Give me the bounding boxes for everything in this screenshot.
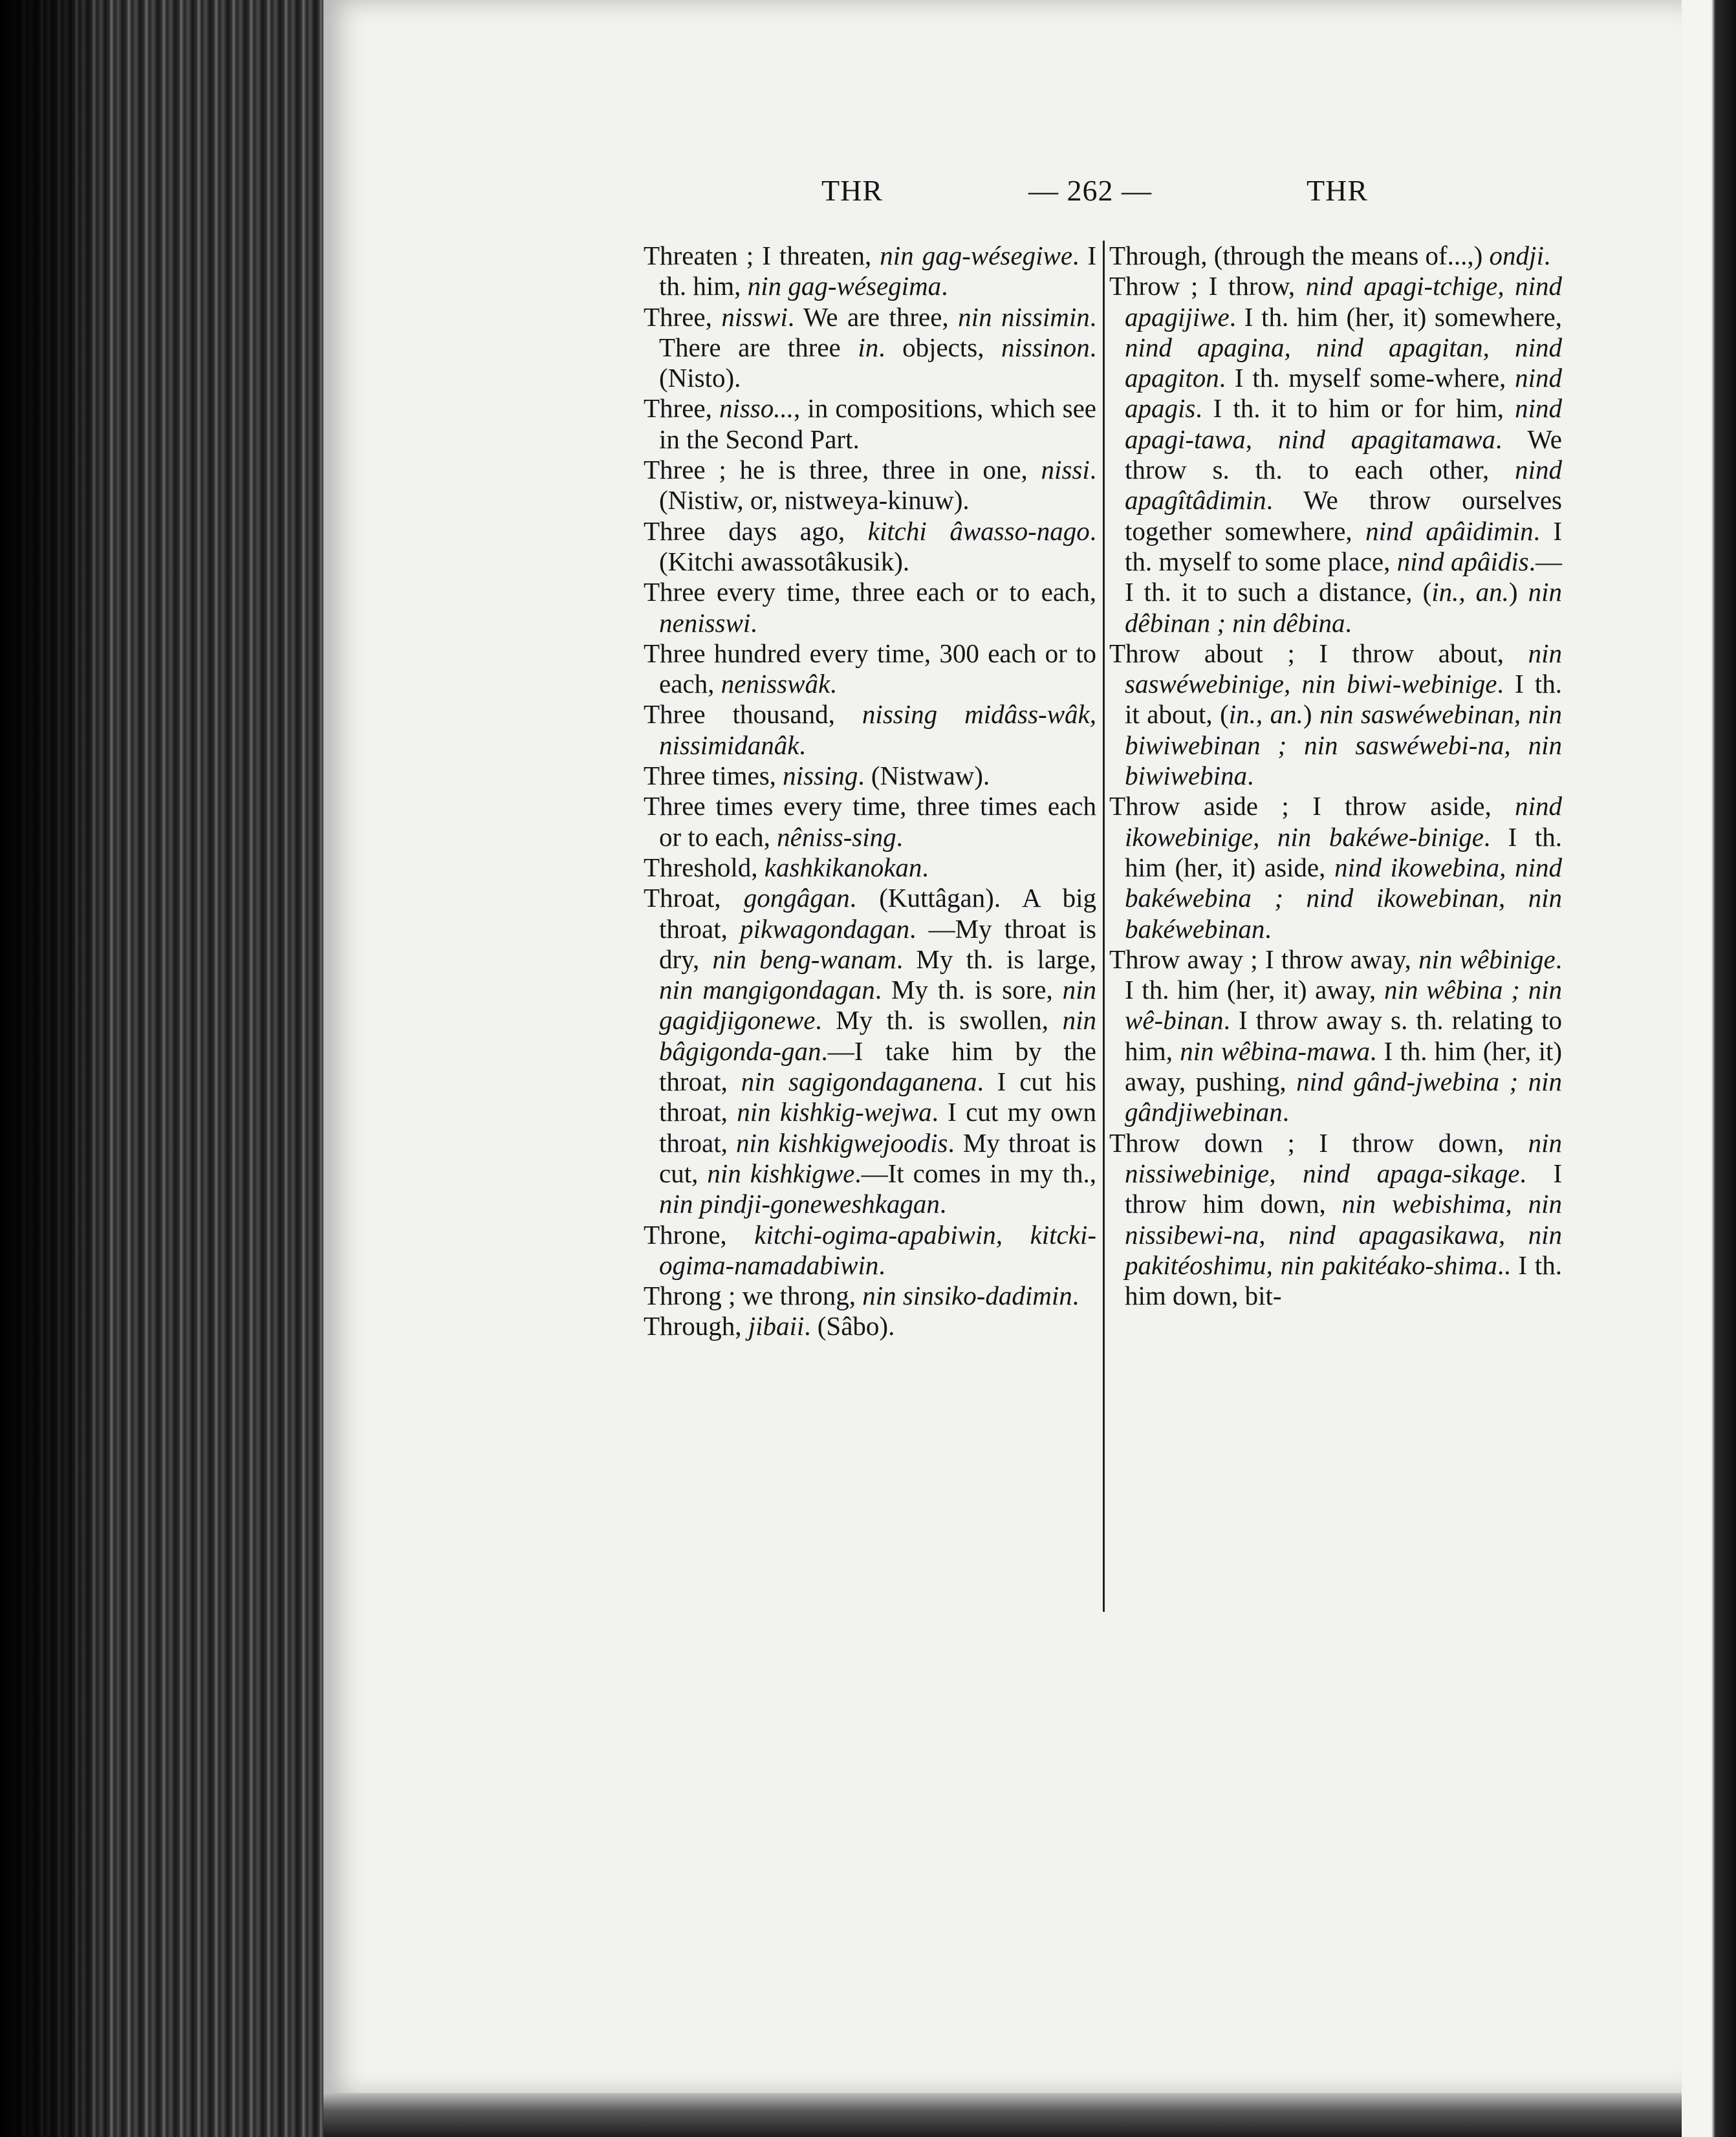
entry-text: Three, bbox=[644, 393, 719, 424]
ojibwe-term: ondji bbox=[1489, 241, 1544, 270]
ojibwe-term: nind apagina, nind apagitan, nind apagiton bbox=[1125, 332, 1562, 393]
column-divider bbox=[1103, 241, 1105, 1612]
ojibwe-term: nind apagi-tchige, nind apagijiwe bbox=[1125, 271, 1562, 332]
ojibwe-term: nind apagîtâdimin bbox=[1125, 455, 1562, 515]
dictionary-entry bbox=[644, 699, 1096, 761]
entry-text: . There are three bbox=[659, 301, 1096, 362]
entry-text: . (Sâbo). bbox=[804, 1311, 895, 1341]
dictionary-entry bbox=[1109, 1128, 1562, 1312]
dictionary-entry bbox=[644, 241, 1096, 302]
ojibwe-term: nin gag-wésegima bbox=[747, 271, 942, 301]
ojibwe-term: nind apâidis bbox=[1396, 546, 1529, 576]
dictionary-entry bbox=[644, 1220, 1096, 1281]
entry-text: Three hundred every time, 300 each or to each, bbox=[644, 638, 1096, 699]
dictionary-entry bbox=[1109, 944, 1562, 1128]
entry-text: Throw about ; I throw about, bbox=[1109, 638, 1528, 668]
ojibwe-term: nissing midâss-wâk, nissimidanâk bbox=[659, 699, 1096, 760]
entry-text: Throw ; I throw, bbox=[1109, 271, 1306, 301]
entry-text: . I throw him down, bbox=[1125, 1158, 1562, 1219]
entry-text: . I th. him, bbox=[659, 241, 1096, 301]
entry-text: Three times, bbox=[644, 761, 783, 791]
ojibwe-term: kitchi-ogima-apabiwin, kitcki-ogima-namadabiwin bbox=[659, 1219, 1096, 1280]
dictionary-entry bbox=[644, 1281, 1096, 1311]
entry-text: . (Kuttâgan). A big throat, bbox=[659, 883, 1096, 944]
ojibwe-term: nissinon bbox=[1001, 332, 1090, 362]
entry-text: . We throw ourselves together somewhere, bbox=[1125, 485, 1562, 546]
entry-text: . bbox=[941, 271, 948, 301]
dictionary-entry bbox=[1109, 241, 1562, 271]
entry-text: . My th. is large, bbox=[896, 944, 1096, 974]
entry-text: . (Kitchi awassotâkusik). bbox=[659, 515, 1096, 576]
ojibwe-term: nin sagigondaganena bbox=[741, 1067, 977, 1097]
running-head bbox=[647, 173, 1423, 219]
entry-text: Through, bbox=[644, 1311, 748, 1341]
ojibwe-term: nin saswéwebinige, nin biwi-webinige bbox=[1125, 638, 1562, 699]
entry-text: . (Nisto). bbox=[659, 332, 1096, 393]
entry-text: Throat, bbox=[644, 883, 744, 913]
ojibwe-term: nin kishkigwejoodis bbox=[736, 1127, 948, 1158]
entry-text: . bbox=[750, 607, 757, 638]
dictionary-entry bbox=[1109, 271, 1562, 638]
ojibwe-term: nin kishkig-wejwa bbox=[737, 1097, 932, 1127]
entry-text: . I th. him (her, it) aside, bbox=[1125, 821, 1562, 882]
entry-text: . bbox=[939, 1189, 947, 1219]
entry-text: . I throw away s. th. relating to him, bbox=[1125, 1005, 1562, 1066]
ojibwe-term: nind ikowebinige, nin bakéwe-binige bbox=[1125, 791, 1562, 852]
dictionary-entry bbox=[1109, 638, 1562, 791]
entry-text: . bbox=[1247, 761, 1254, 791]
ojibwe-term: gongâgan bbox=[743, 883, 850, 913]
entry-text: Through, (through the means of...,) bbox=[1109, 241, 1490, 270]
entry-text: . bbox=[896, 821, 903, 852]
entry-text: , in compositions, which see in the Second Part. bbox=[659, 393, 1096, 454]
entry-text: . I th. him (her, it) somewhere, bbox=[1229, 301, 1562, 332]
entry-text: .— I th. it to such a distance, ( bbox=[1125, 546, 1562, 607]
ojibwe-term: nenisswâk bbox=[721, 669, 830, 699]
entry-text: . My th. is sore, bbox=[874, 975, 1063, 1005]
ojibwe-term: nisswi bbox=[721, 301, 788, 332]
entry-text: .—It comes in my th., bbox=[854, 1158, 1096, 1188]
ojibwe-term: nin wêbinige bbox=[1418, 944, 1556, 974]
ojibwe-term: kashkikanokan bbox=[764, 852, 922, 882]
entry-text: . —My throat is dry, bbox=[659, 913, 1097, 974]
dictionary-entry bbox=[644, 577, 1096, 638]
dictionary-entry bbox=[644, 761, 1096, 791]
page-bottom-edge bbox=[323, 2093, 1682, 2137]
entry-text: . bbox=[799, 730, 806, 760]
entry-text: . I th. myself to some place, bbox=[1125, 515, 1562, 576]
entry-text: Threaten ; I threaten, bbox=[644, 241, 880, 270]
entry-text: . bbox=[1345, 607, 1352, 638]
entry-text: Throng ; we throng, bbox=[644, 1281, 863, 1311]
entry-text: . We are three, bbox=[787, 301, 959, 332]
entry-text: . My throat is cut, bbox=[659, 1127, 1097, 1188]
dictionary-entry bbox=[644, 516, 1096, 578]
ojibwe-term: nin sinsiko-dadimin bbox=[862, 1281, 1072, 1311]
ojibwe-term: in bbox=[858, 332, 879, 362]
ojibwe-term: nissi bbox=[1041, 455, 1090, 485]
ojibwe-term: in., an. bbox=[1431, 577, 1509, 607]
entry-text: . objects, bbox=[878, 332, 1002, 362]
ojibwe-term: nisso... bbox=[719, 393, 794, 424]
dictionary-entry bbox=[644, 638, 1096, 700]
dictionary-entry bbox=[644, 455, 1096, 516]
entry-text: . I th. him (her, it) away, bbox=[1125, 944, 1562, 1005]
dictionary-entry bbox=[644, 1311, 1096, 1341]
entry-text: Throw away ; I throw away, bbox=[1109, 944, 1419, 974]
entry-text: Three times every time, three times each or to each, bbox=[644, 791, 1096, 852]
ojibwe-term: in., an. bbox=[1228, 699, 1303, 730]
entry-text: .. I th. him down, bit- bbox=[1125, 1250, 1562, 1311]
entry-text: . I th. myself some-where, bbox=[1219, 363, 1515, 393]
ojibwe-term: nêniss-sing bbox=[777, 821, 896, 852]
entry-text: Throne, bbox=[644, 1219, 755, 1250]
running-head-left: THR bbox=[821, 174, 883, 207]
right-column bbox=[1109, 241, 1562, 1311]
ojibwe-term: nind apagis bbox=[1125, 363, 1562, 424]
dictionary-entry bbox=[644, 852, 1096, 883]
left-column bbox=[644, 241, 1096, 1342]
ojibwe-term: nin bâgigonda-gan bbox=[659, 1005, 1096, 1066]
entry-text: Three ; he is three, three in one, bbox=[644, 455, 1041, 485]
ojibwe-term: nin webishima, nin nissibewi-na, nind apagasikawa, nin pakitéoshimu, nin pakitéako-shima bbox=[1125, 1189, 1562, 1280]
dictionary-entry bbox=[644, 302, 1096, 394]
entry-text: .—I take him by the throat, bbox=[659, 1036, 1096, 1097]
dictionary-entry bbox=[644, 393, 1096, 455]
entry-text: Throw aside ; I throw aside, bbox=[1109, 791, 1515, 821]
ojibwe-term: nind gând-jwebina ; nin gândjiwebinan bbox=[1125, 1067, 1562, 1127]
entry-text: . I cut my own throat, bbox=[659, 1097, 1096, 1158]
entry-text: Three every time, three each or to each, bbox=[644, 577, 1096, 607]
entry-text: Three days ago, bbox=[644, 515, 868, 546]
entry-text: . I th. it to him or for him, bbox=[1195, 393, 1515, 424]
ojibwe-term: nin gag-wésegiwe bbox=[880, 241, 1073, 270]
ojibwe-term: nin nissimin bbox=[958, 301, 1090, 332]
entry-text: Three, bbox=[644, 301, 722, 332]
ojibwe-term: nind apâidimin bbox=[1365, 515, 1534, 546]
ojibwe-term: pikwagondagan bbox=[740, 913, 910, 944]
binding-shadow bbox=[0, 0, 110, 2137]
entry-text: . (Nistwaw). bbox=[858, 761, 990, 791]
dictionary-entry bbox=[644, 791, 1096, 852]
running-head-right: THR bbox=[1307, 174, 1368, 207]
entry-text: . I th. it about, ( bbox=[1125, 669, 1562, 730]
entry-text: ) bbox=[1303, 699, 1320, 730]
ojibwe-term: nissing bbox=[783, 761, 858, 791]
ojibwe-term: nin beng-wanam bbox=[712, 944, 896, 974]
ojibwe-term: nin wêbina-mawa bbox=[1180, 1036, 1370, 1066]
page-right-edge bbox=[1682, 0, 1736, 2137]
entry-text: ) bbox=[1508, 577, 1528, 607]
page-number: — 262 — bbox=[1028, 174, 1152, 207]
entry-text: . We throw s. th. to each other, bbox=[1125, 424, 1562, 485]
ojibwe-term: jibaii bbox=[748, 1311, 805, 1341]
entry-text: . My th. is swollen, bbox=[815, 1005, 1063, 1036]
entry-text: Throw down ; I throw down, bbox=[1109, 1127, 1528, 1158]
ojibwe-term: nin mangigondagan bbox=[659, 975, 875, 1005]
entry-text: . bbox=[1282, 1097, 1289, 1127]
entry-text: . bbox=[1072, 1281, 1080, 1311]
ojibwe-term: nin dêbinan ; nin dêbina bbox=[1125, 577, 1562, 638]
entry-text: Three thousand, bbox=[644, 699, 862, 730]
entry-text: . bbox=[922, 852, 929, 882]
entry-text: . I cut his throat, bbox=[659, 1067, 1096, 1127]
entry-text: Threshold, bbox=[644, 852, 765, 882]
ojibwe-term: nin kishkigwe bbox=[707, 1158, 855, 1188]
ojibwe-term: nin gagidjigonewe bbox=[659, 975, 1096, 1036]
ojibwe-term: nind ikowebina, nind bakéwebina ; nind ikowebinan, nin bakéwebinan bbox=[1125, 852, 1562, 944]
ojibwe-term: nind apagi-tawa, nind apagitamawa bbox=[1125, 393, 1562, 454]
ojibwe-term: nin wêbina ; nin wê-binan bbox=[1125, 975, 1563, 1036]
ojibwe-term: kitchi âwasso-nago bbox=[867, 515, 1090, 546]
dictionary-entry bbox=[644, 883, 1096, 1219]
dictionary-entry bbox=[1109, 791, 1562, 944]
entry-text: . (Nistiw, or, nistweya-kinuw). bbox=[659, 455, 1096, 515]
entry-text: . bbox=[830, 669, 837, 699]
ojibwe-term: nenisswi bbox=[659, 607, 751, 638]
entry-text: . bbox=[878, 1250, 885, 1280]
ojibwe-term: nin nissiwebinige, nind apaga-sikage bbox=[1125, 1127, 1562, 1188]
entry-text: . I th. him (her, it) away, pushing, bbox=[1125, 1036, 1562, 1097]
entry-text: . bbox=[1543, 241, 1551, 270]
entry-text: . bbox=[1264, 913, 1272, 944]
ojibwe-term: nin pindji-goneweshkagan bbox=[659, 1189, 940, 1219]
ojibwe-term: nin saswéwebinan, nin biwiwebinan ; nin saswéwebi-na, nin biwiwebina bbox=[1125, 699, 1562, 791]
